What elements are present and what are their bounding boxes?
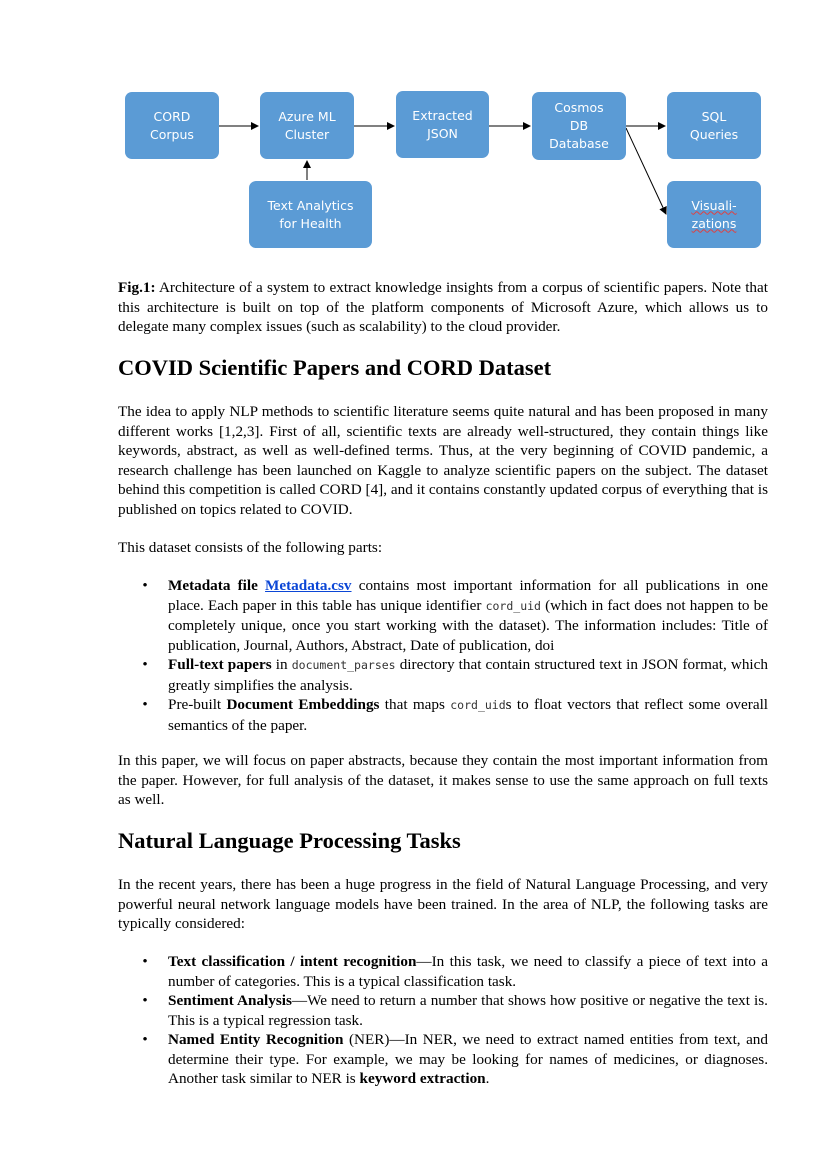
list-item-text: (which in fact does not happen to be completely unique, once you start working with the dataset). The information includes: Title of publication, Journal, Authors, Abstract, Date of publication, doi	[168, 596, 768, 654]
list-item-bold: Named Entity Recognition	[168, 1031, 344, 1048]
list-item-text: —We need to return a number that shows how positive or negative the text is. This is a typical regression task.	[168, 992, 768, 1029]
code-cord-uid: cord_uid	[485, 598, 541, 613]
list-item-text: contains most important information for all publications in one place. Each paper in this table has unique identifier	[168, 577, 769, 614]
list-item-text: —In this task, we need to classify a piece of text into a number of categories. This is a typical classification task.	[168, 953, 768, 990]
node-azure-ml-cluster	[260, 92, 354, 159]
architecture-diagram	[0, 0, 827, 265]
node-label: Text Analytics	[267, 197, 354, 213]
list-item-bold: Metadata file	[168, 577, 266, 594]
list-item-text: that maps	[379, 696, 451, 713]
node-label: Cluster	[284, 126, 330, 142]
list-item-text: Pre-built	[168, 696, 227, 713]
list-item	[140, 695, 768, 735]
paragraph-text: The idea to apply NLP methods to scientific literature seems quite natural and has been proposed in many different works [1,2,3]. First of all, scientific texts are already well-structured, they contain things like keywords, abstract, as well as well-defined terms. Thus, at the very beginning of COVID pandemic, a research challenge has been launched on Kaggle to analyze scientific papers on the subject. The dataset behind this competition is called CORD [4], and it contains constantly updated corpus of everything that is published on topics related to COVID.	[118, 403, 768, 518]
arrow-cosmos-to-visualizations	[626, 128, 666, 214]
list-item-bold: Text classification / intent recognition	[168, 953, 417, 970]
node-label: for Health	[279, 215, 342, 231]
list-item-text: directory that contain structured text in JSON format, which greatly simplifies the analysis.	[168, 656, 768, 694]
bullet-icon: •	[142, 992, 148, 1009]
node-text-analytics	[249, 181, 372, 248]
node-extracted-json	[396, 91, 489, 158]
list-item-bold: Sentiment Analysis	[168, 992, 292, 1009]
bullet-icon: •	[142, 696, 148, 713]
dataset-parts-list	[140, 576, 768, 735]
section-title-nlp: Natural Language Processing Tasks	[118, 828, 461, 853]
list-item-text: .	[485, 1070, 490, 1087]
node-visualizations	[667, 181, 761, 248]
list-item	[140, 991, 768, 1030]
figure-caption	[118, 278, 768, 337]
list-item-bold: Full-text papers	[168, 656, 272, 673]
paragraph-focus	[118, 751, 768, 810]
list-item-text: s to float vectors that reflect some overall semantics of the paper.	[168, 696, 769, 734]
node-label: Extracted	[412, 107, 473, 123]
section-title-cord: COVID Scientific Papers and CORD Dataset	[118, 355, 552, 380]
bullet-icon: •	[142, 656, 148, 673]
list-item-bold: keyword extraction	[359, 1070, 486, 1087]
node-label: Corpus	[150, 126, 194, 142]
node-label: CORD	[153, 108, 191, 124]
node-sql-queries	[667, 92, 761, 159]
list-item	[140, 576, 768, 655]
list-item-text: (NER)—In NER, we need to extract named entities from text, and determine their type. For example, we may be looking for names of medicines, or diagnoses. Another task similar to NER is	[168, 1031, 768, 1087]
nlp-tasks-list	[140, 952, 768, 1089]
node-label: Azure ML	[278, 108, 336, 124]
bullet-icon: •	[142, 1031, 148, 1048]
node-cosmos-db	[532, 92, 626, 160]
node-label: JSON	[427, 125, 458, 141]
list-item	[140, 1030, 768, 1089]
node-label: SQL	[701, 108, 727, 124]
node-label: zations	[691, 215, 737, 231]
node-label: Visuali-	[691, 197, 737, 213]
list-item	[140, 655, 768, 695]
code-document-parses: document_parses	[291, 658, 396, 672]
node-label: Queries	[689, 126, 739, 142]
metadata-csv-link[interactable]: Metadata.csv	[265, 577, 352, 594]
list-item	[140, 952, 768, 991]
paragraph-intro	[118, 402, 768, 519]
caption-label: Fig.1:	[118, 279, 156, 296]
bullet-icon: •	[142, 577, 148, 594]
node-label: Cosmos	[554, 100, 604, 115]
paragraph-nlp-intro	[118, 875, 768, 934]
list-item-bold: Document Embeddings	[226, 696, 380, 713]
node-label: Database	[549, 136, 609, 151]
node-label: DB	[569, 118, 589, 133]
caption-text: Architecture of a system to extract knowledge insights from a corpus of scientific papers. Note that this architecture is built on top of the platform components of Microsoft Azure, which allows us to delegate many complex issues (such as scalability) to the cloud provider.	[118, 279, 768, 335]
bullet-icon: •	[142, 953, 148, 970]
paragraph-dataset-parts	[118, 538, 768, 558]
paragraph-text: In this paper, we will focus on paper abstracts, because they contain the most important information from the paper. However, for full analysis of the dataset, it makes sense to use the same approach on full texts as well.	[118, 752, 768, 808]
paragraph-text: This dataset consists of the following parts:	[118, 539, 383, 556]
list-item-text: in	[271, 656, 292, 673]
paragraph-text: In the recent years, there has been a huge progress in the field of Natural Language Processing, and very powerful neural network language models have been trained. In the area of NLP, the following tasks are typically considered:	[118, 876, 768, 932]
code-cord-uid: cord_uid	[450, 698, 506, 712]
node-cord-corpus	[125, 92, 219, 159]
